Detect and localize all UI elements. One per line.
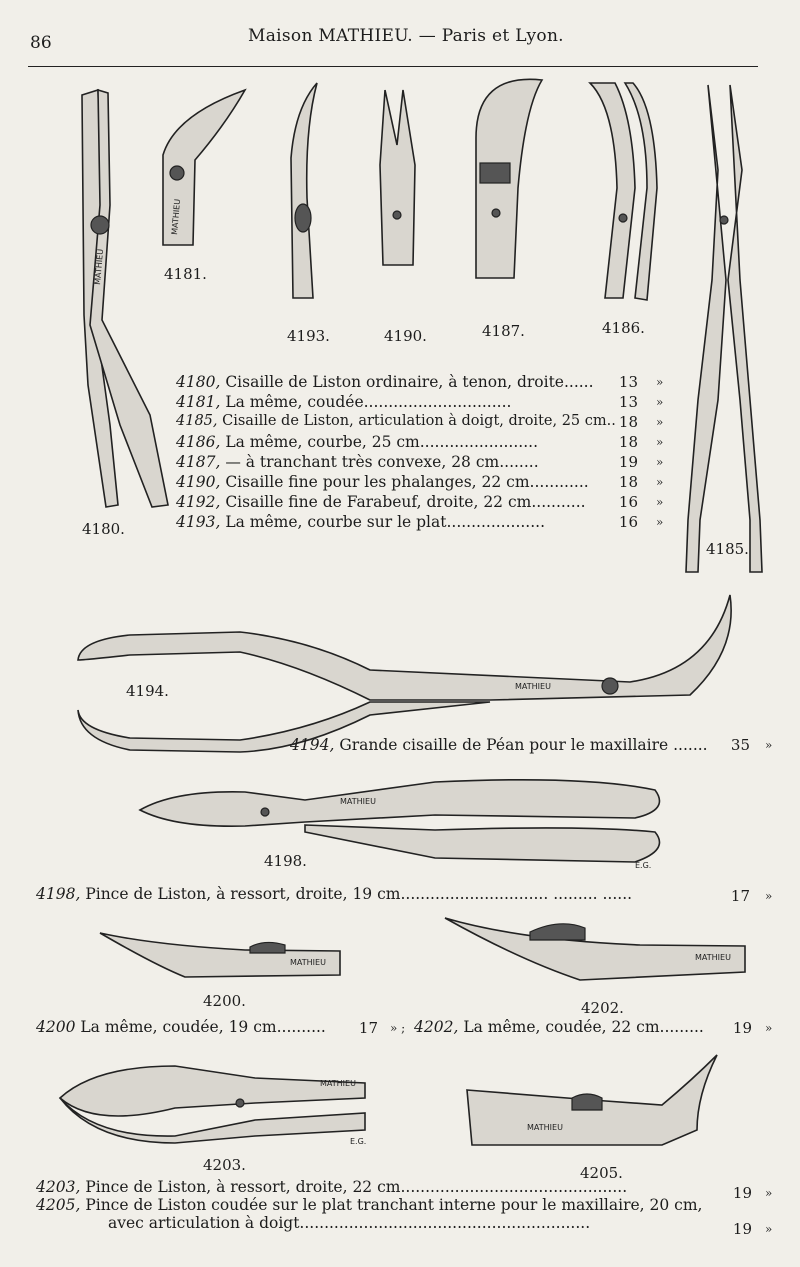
ditto-mark: » bbox=[656, 395, 664, 409]
item-number: 4185, bbox=[176, 413, 218, 429]
item-description: Cisaille de Liston ordinaire, à tenon, droite...... bbox=[225, 373, 594, 391]
catalog-row-4194 bbox=[290, 736, 708, 754]
ditto-mark: » bbox=[656, 435, 664, 449]
catalog-row bbox=[176, 433, 538, 451]
catalog-row bbox=[176, 373, 594, 391]
mathieu-mark-4200: MATHIEU bbox=[290, 958, 326, 967]
catalog-row-4205-cont: avec articulation à doigt........................................................... bbox=[108, 1214, 591, 1232]
ditto-mark: » bbox=[765, 1222, 773, 1236]
fig-4194: 4194. bbox=[126, 682, 169, 700]
catalog-row bbox=[176, 473, 589, 491]
catalog-row-4198 bbox=[36, 885, 632, 903]
fig-4203: 4203. bbox=[203, 1156, 246, 1174]
fig-4205: 4205. bbox=[580, 1164, 623, 1182]
item-number: 4192, bbox=[176, 493, 221, 511]
item-price-4194: 35 bbox=[730, 736, 750, 754]
item-number: 4194, bbox=[290, 736, 335, 754]
fig-4180: 4180. bbox=[82, 520, 125, 538]
mathieu-mark-4203: MATHIEU bbox=[320, 1079, 356, 1088]
item-price-4200: 17 bbox=[358, 1019, 378, 1037]
item-price: 19 bbox=[618, 453, 638, 471]
item-number: 4200 bbox=[36, 1018, 76, 1036]
fig-4193: 4193. bbox=[287, 327, 330, 345]
catalog-row-4200 bbox=[36, 1018, 326, 1036]
item-price: 16 bbox=[618, 493, 638, 511]
catalog-row-4205 bbox=[36, 1196, 702, 1214]
instrument-4205-illustration bbox=[462, 1050, 727, 1160]
fig-4186: 4186. bbox=[602, 319, 645, 337]
header-rule bbox=[28, 66, 758, 67]
instrument-4203-illustration bbox=[55, 1058, 380, 1148]
ditto-mark: » bbox=[765, 1186, 773, 1200]
item-number: 4190, bbox=[176, 473, 221, 491]
instrument-4187-illustration bbox=[470, 68, 550, 288]
mathieu-mark-4194: MATHIEU bbox=[515, 682, 551, 691]
item-description: Cisaille fine de Farabeuf, droite, 22 cm........... bbox=[225, 493, 586, 511]
item-price-4203: 19 bbox=[732, 1184, 752, 1202]
catalog-row bbox=[176, 413, 616, 429]
instrument-4186-illustration bbox=[585, 78, 660, 308]
mathieu-mark-4198: MATHIEU bbox=[340, 797, 376, 806]
item-number: 4203, bbox=[36, 1178, 81, 1196]
item-number: 4198, bbox=[36, 885, 81, 903]
item-number: 4187, bbox=[176, 453, 221, 471]
engraver-mark-4198: E.G. bbox=[635, 861, 652, 870]
item-number: 4180, bbox=[176, 373, 221, 391]
item-description: Cisaille de Liston, articulation à doigt, droite, 25 cm.. bbox=[222, 413, 616, 429]
item-price: 18 bbox=[618, 433, 638, 451]
item-price-4198: 17 bbox=[730, 887, 750, 905]
ditto-mark: » ; bbox=[390, 1021, 406, 1035]
page-title: Maison MATHIEU. — Paris et Lyon. bbox=[248, 26, 564, 46]
mathieu-mark-4180: MATHIEU bbox=[93, 248, 106, 286]
item-description: Grande cisaille de Péan pour le maxillaire ....... bbox=[339, 736, 708, 754]
fig-4198: 4198. bbox=[264, 852, 307, 870]
item-number: 4202, bbox=[414, 1018, 459, 1036]
instrument-4194-illustration bbox=[70, 590, 740, 760]
fig-4185: 4185. bbox=[706, 540, 749, 558]
ditto-mark: » bbox=[656, 475, 664, 489]
mathieu-mark-4181: MATHIEU bbox=[170, 198, 183, 236]
item-price-4202: 19 bbox=[732, 1019, 752, 1037]
item-description: La même, courbe, 25 cm........................ bbox=[225, 433, 538, 451]
item-number: 4181, bbox=[176, 393, 221, 411]
mathieu-mark-4202: MATHIEU bbox=[695, 953, 731, 962]
item-price: 16 bbox=[618, 513, 638, 531]
catalog-row bbox=[176, 393, 511, 411]
item-description: La même, courbe sur le plat.................... bbox=[225, 513, 546, 531]
fig-4202: 4202. bbox=[581, 999, 624, 1017]
ditto-mark: » bbox=[656, 495, 664, 509]
catalog-row bbox=[176, 453, 539, 471]
item-number: 4186, bbox=[176, 433, 221, 451]
instrument-4202-illustration bbox=[440, 910, 755, 990]
instrument-4190-illustration bbox=[375, 85, 425, 275]
item-number: 4193, bbox=[176, 513, 221, 531]
page-number: 86 bbox=[30, 33, 52, 53]
item-number: 4205, bbox=[36, 1196, 81, 1214]
catalog-row bbox=[176, 513, 545, 531]
ditto-mark: » bbox=[656, 515, 664, 529]
ditto-mark: » bbox=[656, 415, 664, 429]
item-description: Pince de Liston, à ressort, droite, 22 cm.............................................. bbox=[85, 1178, 628, 1196]
item-price: 13 bbox=[618, 393, 638, 411]
catalog-row-4202 bbox=[414, 1018, 704, 1036]
fig-4181: 4181. bbox=[164, 265, 207, 283]
instrument-4200-illustration bbox=[95, 925, 350, 985]
instrument-4181-illustration bbox=[155, 85, 255, 255]
ditto-mark: » bbox=[765, 738, 773, 752]
item-price: 13 bbox=[618, 373, 638, 391]
instrument-4185-illustration bbox=[678, 80, 768, 580]
item-description: — à tranchant très convexe, 28 cm........ bbox=[225, 453, 539, 471]
mathieu-mark-4205: MATHIEU bbox=[527, 1123, 563, 1132]
fig-4187: 4187. bbox=[482, 322, 525, 340]
item-description: La même, coudée, 22 cm......... bbox=[463, 1018, 704, 1036]
instrument-4193-illustration bbox=[283, 78, 323, 308]
fig-4200: 4200. bbox=[203, 992, 246, 1010]
ditto-mark: » bbox=[656, 455, 664, 469]
catalog-row-4203 bbox=[36, 1178, 627, 1196]
ditto-mark: » bbox=[656, 375, 664, 389]
instrument-4198-illustration bbox=[135, 770, 675, 870]
catalog-row bbox=[176, 493, 586, 511]
item-price-4205: 19 bbox=[732, 1220, 752, 1238]
item-price: 18 bbox=[618, 473, 638, 491]
item-price: 18 bbox=[618, 413, 638, 431]
fig-4190: 4190. bbox=[384, 327, 427, 345]
ditto-mark: » bbox=[765, 1021, 773, 1035]
item-description: Pince de Liston coudée sur le plat tranchant interne pour le maxillaire, 20 cm, bbox=[85, 1196, 703, 1214]
ditto-mark: » bbox=[765, 889, 773, 903]
item-description: Cisaille fine pour les phalanges, 22 cm............ bbox=[225, 473, 589, 491]
instrument-4180-illustration bbox=[40, 85, 170, 515]
engraver-mark-4203: E.G. bbox=[350, 1137, 367, 1146]
item-description: Pince de Liston, à ressort, droite, 19 cm.............................. ......... ...... bbox=[85, 885, 633, 903]
item-description: La même, coudée.............................. bbox=[225, 393, 512, 411]
item-description: La même, coudée, 19 cm.......... bbox=[80, 1018, 326, 1036]
